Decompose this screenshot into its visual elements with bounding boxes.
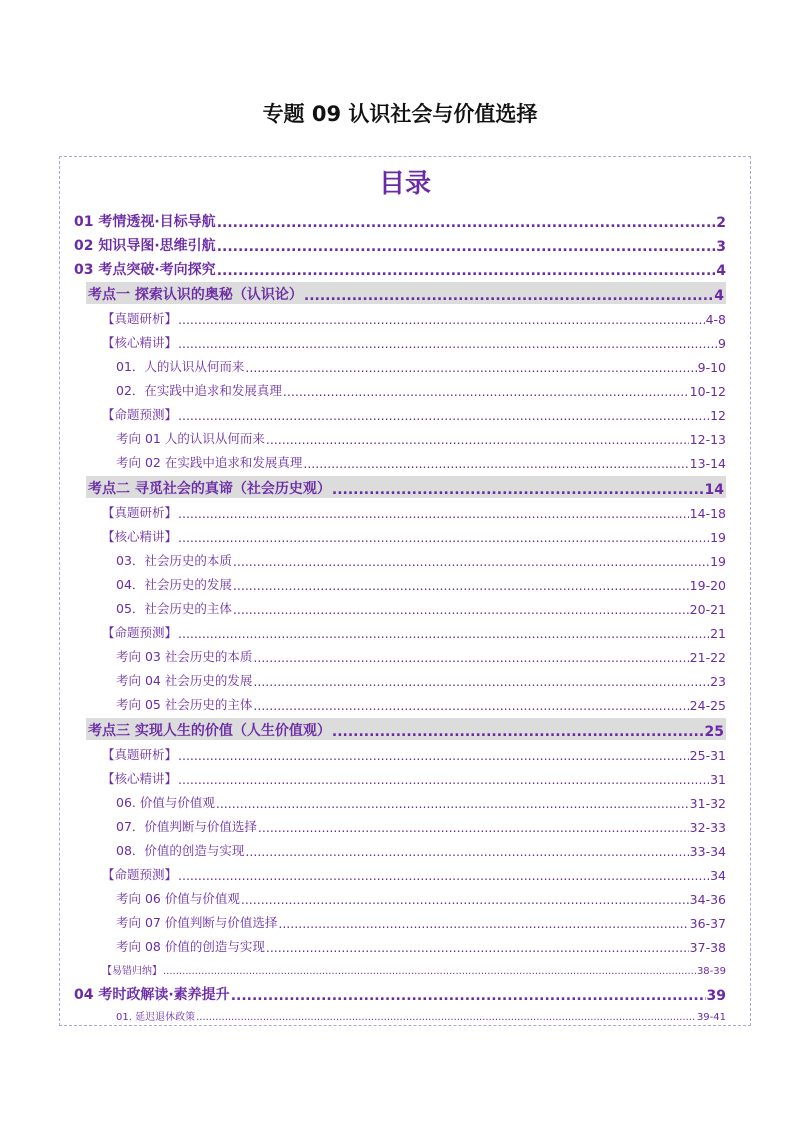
toc-entry-kaodian[interactable]: 考点二 寻觅社会的真谛（社会历史观） ..... 14 [86,476,726,498]
toc-entry-level1[interactable]: 02 知识导图·思维引航 ..... 3 [74,233,726,255]
toc-entry-kaodian[interactable]: 考点一 探索认识的奥秘（认识论） ..... 4 [86,282,726,304]
toc-entry-level3[interactable]: 考向 01 人的认识从何而来 ..... 12-13 [116,427,726,447]
toc-entry-level3[interactable]: 03．社会历史的本质 ..... 19 [116,549,726,569]
toc-entry-level3[interactable]: 考向 04 社会历史的发展 ..... 23 [116,669,726,689]
toc-entry-level3[interactable]: 02．在实践中追求和发展真理 ..... 10-12 [116,379,726,399]
toc-entry-level2[interactable]: 【真题研析】 ..... 4-8 [102,307,726,327]
toc-entry-level3[interactable]: 04．社会历史的发展 ..... 19-20 [116,573,726,593]
toc-heading: 目录 [378,169,431,199]
toc-entry-level3[interactable]: 05．社会历史的主体 ..... 20-21 [116,597,726,617]
toc-entry-level2[interactable]: 【核心精讲】 ..... 31 [102,767,726,787]
toc-entry-kaodian[interactable]: 考点三 实现人生的价值（人生价值观） ..... 25 [86,718,726,740]
toc-entry-level2[interactable]: 【命题预测】 ..... 34 [102,863,726,883]
toc-entry-level3[interactable]: 08．价值的创造与实现 ..... 33-34 [116,839,726,859]
document-title: 专题 09 认识社会与价值选择 [262,102,538,126]
toc-entry-level2[interactable]: 【核心精讲】 ..... 19 [102,525,726,545]
toc-entry-level1[interactable]: 03 考点突破·考向探究 ..... 4 [74,257,726,279]
toc-entry-level2[interactable]: 【命题预测】 ..... 12 [102,403,726,423]
toc-box [59,156,751,1026]
toc-entry-level1[interactable]: 04 考时政解读·素养提升 ..... 39 [74,982,726,1004]
toc-entry-level3[interactable]: 07．价值判断与价值选择 ..... 32-33 [116,815,726,835]
toc-entry-level3[interactable]: 考向 07 价值判断与价值选择 ..... 36-37 [116,911,726,931]
toc-entry-small[interactable]: 01. 延迟退休政策 ..... 39-41 [116,1007,726,1023]
toc-entry-level3[interactable]: 考向 02 在实践中追求和发展真理 ..... 13-14 [116,451,726,471]
toc-entry-level2[interactable]: 【真题研析】 ..... 14-18 [102,501,726,521]
toc-entry-level1[interactable]: 01 考情透视·目标导航 ..... 2 [74,209,726,231]
toc-entry-level3[interactable]: 考向 05 社会历史的主体 ..... 24-25 [116,693,726,713]
toc-entry-level2[interactable]: 【命题预测】 ..... 21 [102,621,726,641]
toc-entry-level3[interactable]: 06. 价值与价值观 ..... 31-32 [116,791,726,811]
toc-entry-level2[interactable]: 【核心精讲】 ..... 9 [102,331,726,351]
toc-entry-level3[interactable]: 01．人的认识从何而来 ..... 9-10 [116,355,726,375]
toc-entry-level3[interactable]: 考向 03 社会历史的本质 ..... 21-22 [116,645,726,665]
toc-entry-level2[interactable]: 【真题研析】 ..... 25-31 [102,743,726,763]
toc-entry-level3[interactable]: 考向 08 价值的创造与实现 ..... 37-38 [116,935,726,955]
toc-entry-level3[interactable]: 考向 06 价值与价值观 ..... 34-36 [116,887,726,907]
toc-entry-small[interactable]: 【易错归纳】 ..... 38-39 [102,961,726,977]
